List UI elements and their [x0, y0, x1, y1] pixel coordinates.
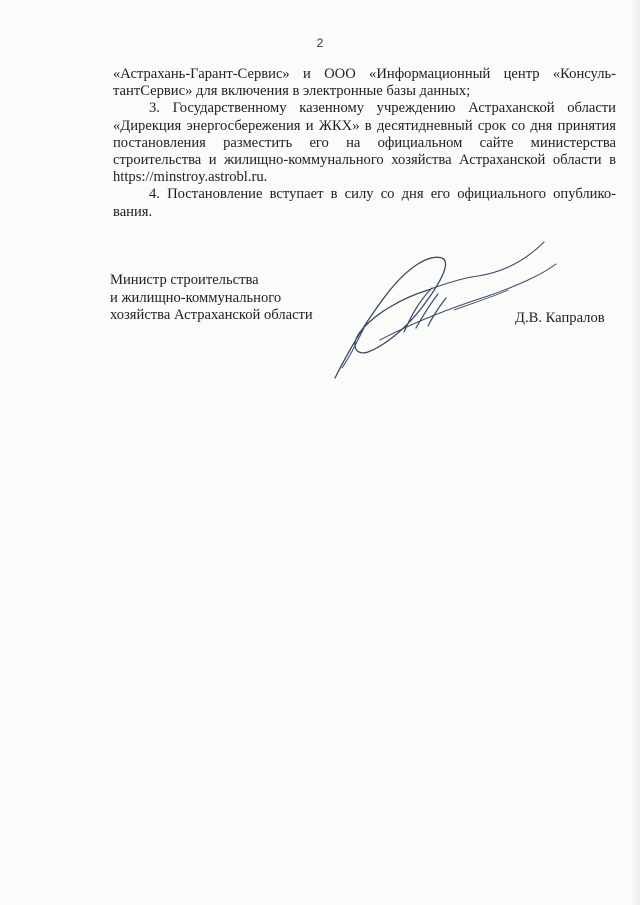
signature-stroke: [454, 290, 508, 310]
signatory-title-line: Министр строительства: [110, 272, 259, 288]
paragraph-item-4: [113, 186, 616, 220]
text-line: тантСервис» для включения в электронные базы данных;: [113, 83, 471, 100]
text-line: https://minstroy.astrobl.ru.: [113, 169, 268, 186]
paragraph-continuation: [113, 66, 616, 100]
signatory-title: [110, 272, 313, 325]
text-line: 4. Постановление вступает в силу со дня его официального опублико-: [149, 186, 616, 203]
signature-stroke: [342, 328, 364, 368]
scan-edge-shadow: [630, 0, 640, 905]
text-line: принятия постановления разместить его на официальном сайте министерства: [113, 117, 616, 151]
paragraph-item-3: [113, 100, 616, 186]
text-line: «Дирекция энергосбережения и ЖКХ» в десятидневный срок со дня: [113, 117, 553, 134]
text-line: строительства и жилищно-коммунального хозяйства Астраханской области в: [113, 152, 616, 169]
document-body: [113, 66, 616, 221]
signatory-title-line: хозяйства Астраханской области: [110, 307, 313, 323]
text-line: 3. Государственному казенному учреждению Астраханской области: [149, 100, 616, 117]
signature-stroke: [380, 264, 556, 340]
handwritten-signature: [320, 228, 560, 388]
text-line: вания.: [113, 203, 153, 220]
text-line: «Астрахань-Гарант-Сервис» и ООО «Информационный центр «Консуль-: [113, 66, 616, 82]
signatory-name: Д.В. Капралов: [515, 310, 605, 326]
page-number: 2: [316, 36, 324, 50]
signatory-title-line: и жилищно-коммунального: [110, 289, 282, 306]
